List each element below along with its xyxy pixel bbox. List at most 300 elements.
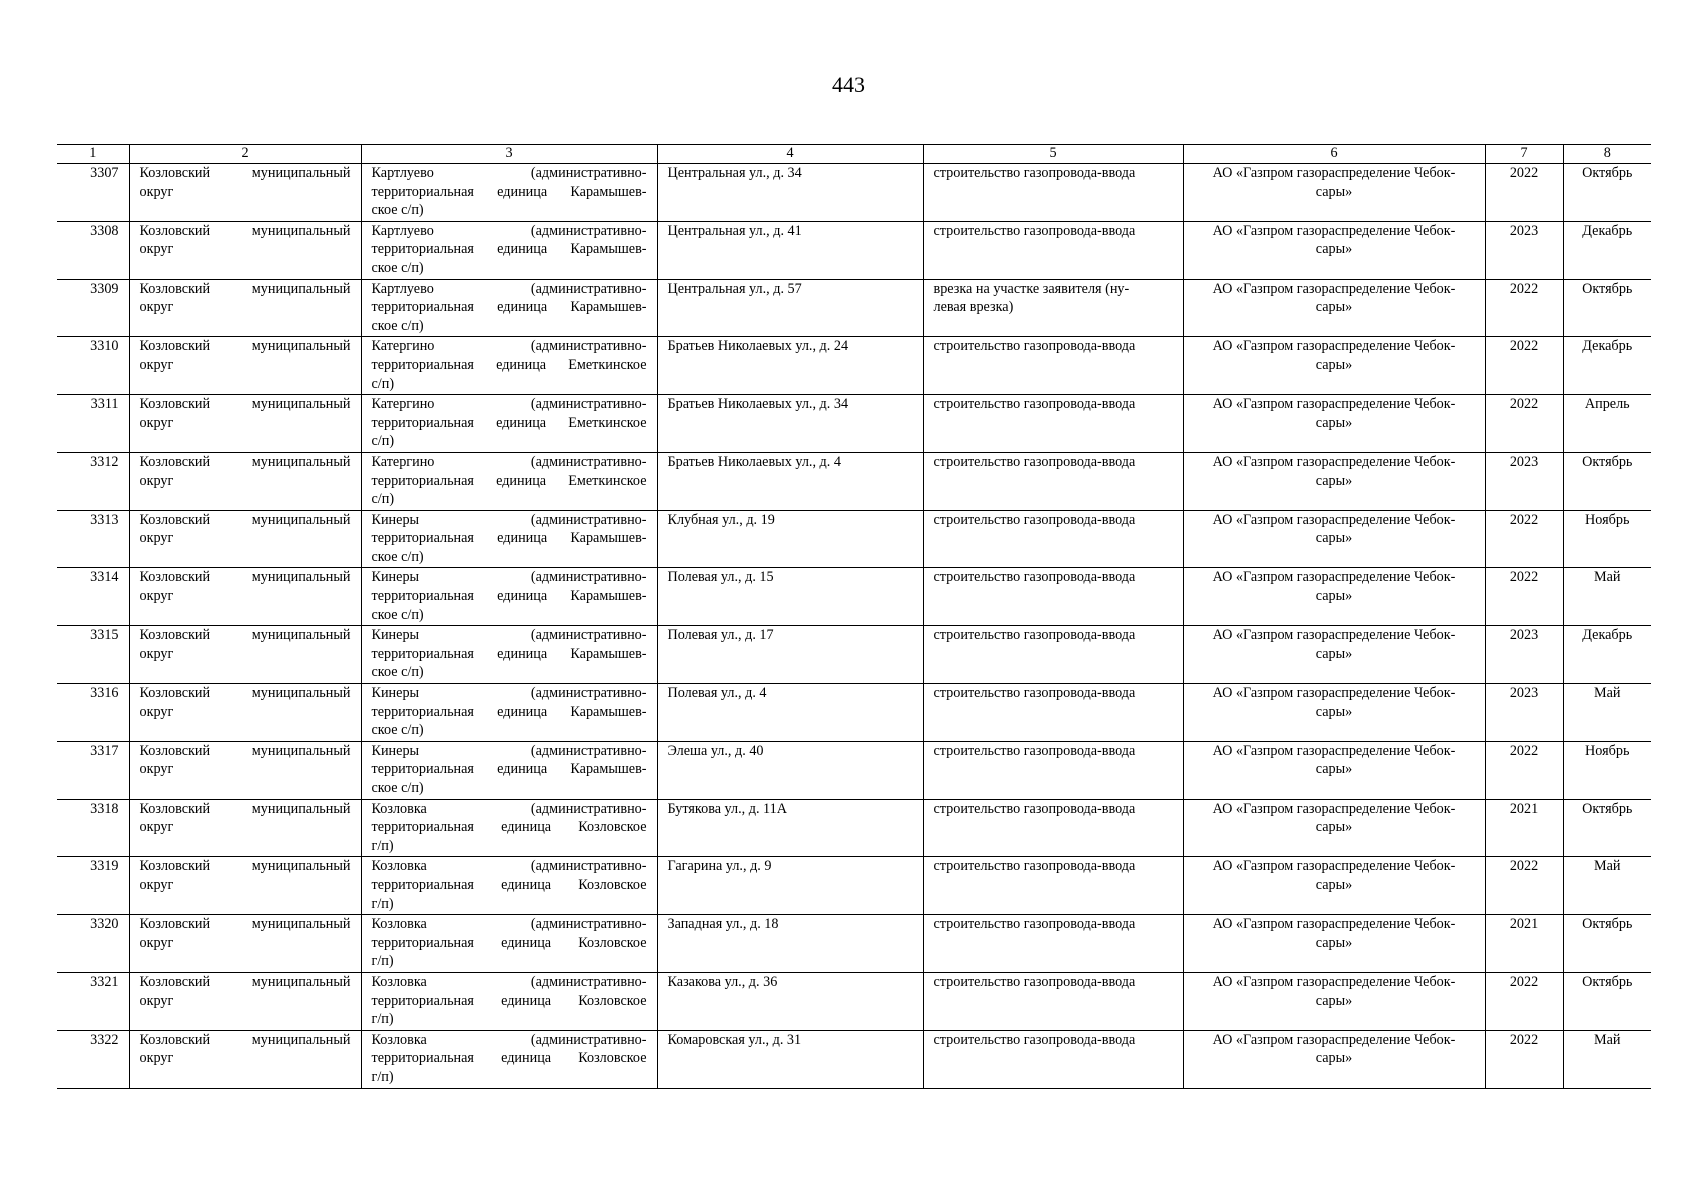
district-line: Козловский муниципальный: [139, 685, 351, 702]
district-line: Козловский муниципальный: [139, 338, 351, 355]
locality-line: Козловка (административно-: [371, 916, 647, 933]
row-number: 3314: [90, 569, 119, 586]
table-row: [57, 337, 1651, 395]
table-row: [57, 915, 1651, 973]
locality-cell: [361, 337, 657, 395]
work-type-cell: [923, 915, 1183, 973]
locality-line: Козловка (административно-: [371, 800, 647, 817]
organization-line: АО «Газпром газораспределение Чебок-: [1212, 338, 1456, 355]
year-text: 2023: [1509, 222, 1539, 239]
column-header: 1: [57, 145, 129, 164]
row-number: 3319: [90, 858, 119, 875]
address-text: Элеша ул., д. 40: [667, 742, 764, 759]
district-line: Козловский муниципальный: [139, 1031, 351, 1048]
work-type-line: строительство газопровода-ввода: [933, 973, 1136, 990]
organization-cell: [1183, 337, 1485, 395]
district-line: округ: [139, 761, 174, 778]
address-text: Центральная ул., д. 34: [667, 165, 802, 181]
locality-line: Кинеры (административно-: [371, 511, 647, 528]
district-cell: [129, 915, 361, 973]
year-text: 2022: [1509, 396, 1539, 413]
address-cell: [657, 164, 923, 222]
work-type-line: строительство газопровода-ввода: [933, 685, 1136, 702]
organization-line: АО «Газпром газораспределение Чебок-: [1212, 742, 1456, 759]
locality-line: Картлуево (административно-: [371, 222, 647, 239]
district-line: округ: [139, 876, 174, 893]
month-cell: [1563, 915, 1651, 973]
address-cell: [657, 684, 923, 742]
district-cell: [129, 684, 361, 742]
year-text: 2022: [1509, 165, 1539, 181]
table-row: [57, 395, 1651, 453]
column-header: 2: [129, 145, 361, 164]
organization-line: АО «Газпром газораспределение Чебок-: [1212, 165, 1456, 181]
row-number-cell: [57, 915, 129, 973]
address-cell: [657, 337, 923, 395]
locality-line: Кинеры (административно-: [371, 627, 647, 644]
page-number: 443: [832, 72, 865, 97]
month-cell: [1563, 684, 1651, 742]
address-text: Полевая ул., д. 17: [667, 627, 774, 644]
work-type-line: строительство газопровода-ввода: [933, 569, 1136, 586]
column-header: 4: [657, 145, 923, 164]
row-number: 3307: [90, 165, 119, 181]
year-text: 2023: [1509, 453, 1539, 470]
work-type-line: строительство газопровода-ввода: [933, 800, 1136, 817]
locality-line: территориальная единица Карамышев-: [371, 703, 647, 720]
row-number: 3316: [90, 685, 119, 702]
district-cell: [129, 395, 361, 453]
row-number: 3317: [90, 742, 119, 759]
year-text: 2022: [1509, 338, 1539, 355]
row-number: 3313: [90, 511, 119, 528]
district-cell: [129, 741, 361, 799]
year-text: 2021: [1509, 800, 1539, 817]
row-number: 3312: [90, 453, 119, 470]
district-line: округ: [139, 819, 174, 836]
locality-line: ское с/п): [371, 548, 424, 565]
work-type-cell: [923, 972, 1183, 1030]
table-row: [57, 799, 1651, 857]
work-type-line: строительство газопровода-ввода: [933, 627, 1136, 644]
month-text: Декабрь: [1582, 338, 1633, 355]
organization-line: сары»: [1315, 241, 1353, 258]
district-cell: [129, 337, 361, 395]
month-cell: [1563, 279, 1651, 337]
row-number-cell: [57, 337, 129, 395]
year-text: 2021: [1509, 916, 1539, 933]
table-row: [57, 452, 1651, 510]
organization-line: сары»: [1315, 992, 1353, 1009]
district-line: Козловский муниципальный: [139, 280, 351, 297]
year-cell: [1485, 1030, 1563, 1088]
organization-cell: [1183, 452, 1485, 510]
column-header: 7: [1485, 145, 1563, 164]
row-number-cell: [57, 626, 129, 684]
locality-line: территориальная единица Козловское: [371, 992, 647, 1009]
month-cell: [1563, 164, 1651, 222]
locality-cell: [361, 799, 657, 857]
year-text: 2022: [1509, 973, 1539, 990]
organization-line: сары»: [1315, 299, 1353, 316]
column-header: 5: [923, 145, 1183, 164]
district-line: округ: [139, 414, 174, 431]
work-type-cell: [923, 452, 1183, 510]
organization-line: АО «Газпром газораспределение Чебок-: [1212, 453, 1456, 470]
locality-line: территориальная единица Козловское: [371, 934, 647, 951]
locality-line: ское с/п): [371, 202, 424, 219]
locality-line: Катергино (административно-: [371, 453, 647, 470]
locality-line: ское с/п): [371, 664, 424, 681]
table-row: [57, 568, 1651, 626]
address-text: Казакова ул., д. 36: [667, 973, 778, 990]
organization-line: сары»: [1315, 703, 1353, 720]
locality-line: г/п): [371, 953, 394, 970]
address-cell: [657, 510, 923, 568]
district-cell: [129, 221, 361, 279]
district-line: Козловский муниципальный: [139, 222, 351, 239]
organization-cell: [1183, 741, 1485, 799]
organization-line: сары»: [1315, 414, 1353, 431]
table-row: [57, 626, 1651, 684]
locality-cell: [361, 221, 657, 279]
locality-line: с/п): [371, 491, 395, 508]
organization-line: АО «Газпром газораспределение Чебок-: [1212, 627, 1456, 644]
locality-cell: [361, 972, 657, 1030]
year-cell: [1485, 337, 1563, 395]
organization-line: сары»: [1315, 472, 1353, 489]
work-type-cell: [923, 684, 1183, 742]
organization-line: АО «Газпром газораспределение Чебок-: [1212, 280, 1456, 297]
address-cell: [657, 452, 923, 510]
address-cell: [657, 395, 923, 453]
locality-cell: [361, 452, 657, 510]
district-line: округ: [139, 183, 174, 200]
organization-cell: [1183, 395, 1485, 453]
year-cell: [1485, 972, 1563, 1030]
row-number: 3318: [90, 800, 119, 817]
table-row: [57, 510, 1651, 568]
district-line: округ: [139, 703, 174, 720]
locality-line: территориальная единица Козловское: [371, 1050, 647, 1067]
district-cell: [129, 972, 361, 1030]
locality-cell: [361, 684, 657, 742]
address-cell: [657, 1030, 923, 1088]
locality-cell: [361, 857, 657, 915]
locality-line: территориальная единица Карамышев-: [371, 183, 647, 200]
locality-line: территориальная единица Карамышев-: [371, 241, 647, 258]
district-line: Козловский муниципальный: [139, 858, 351, 875]
locality-line: Кинеры (административно-: [371, 685, 647, 702]
address-text: Полевая ул., д. 4: [667, 685, 767, 702]
organization-cell: [1183, 972, 1485, 1030]
row-number: 3321: [90, 973, 119, 990]
row-number-cell: [57, 1030, 129, 1088]
month-cell: [1563, 337, 1651, 395]
table-row: [57, 972, 1651, 1030]
locality-line: г/п): [371, 895, 394, 912]
locality-line: Катергино (административно-: [371, 396, 647, 413]
month-text: Май: [1593, 569, 1621, 586]
locality-line: Картлуево (административно-: [371, 165, 647, 181]
address-cell: [657, 626, 923, 684]
year-text: 2022: [1509, 569, 1539, 586]
month-text: Декабрь: [1582, 627, 1633, 644]
month-cell: [1563, 452, 1651, 510]
month-text: Апрель: [1584, 396, 1630, 413]
month-cell: [1563, 568, 1651, 626]
address-cell: [657, 915, 923, 973]
gas-connection-table: [57, 144, 1651, 1089]
month-text: Май: [1593, 685, 1621, 702]
month-text: Октябрь: [1582, 280, 1633, 297]
row-number-cell: [57, 164, 129, 222]
work-type-line: строительство газопровода-ввода: [933, 742, 1136, 759]
district-line: Козловский муниципальный: [139, 453, 351, 470]
year-text: 2022: [1509, 1031, 1539, 1048]
row-number: 3310: [90, 338, 119, 355]
work-type-line: строительство газопровода-ввода: [933, 1031, 1136, 1048]
address-cell: [657, 221, 923, 279]
organization-line: АО «Газпром газораспределение Чебок-: [1212, 222, 1456, 239]
organization-line: АО «Газпром газораспределение Чебок-: [1212, 800, 1456, 817]
work-type-line: строительство газопровода-ввода: [933, 453, 1136, 470]
row-number: 3311: [90, 396, 119, 413]
column-header: 6: [1183, 145, 1485, 164]
locality-line: ское с/п): [371, 317, 424, 334]
address-text: Центральная ул., д. 57: [667, 280, 802, 297]
locality-cell: [361, 164, 657, 222]
work-type-cell: [923, 510, 1183, 568]
district-line: округ: [139, 588, 174, 605]
work-type-line: строительство газопровода-ввода: [933, 165, 1136, 181]
address-text: Бутякова ул., д. 11А: [667, 800, 787, 817]
work-type-line: левая врезка): [933, 299, 1014, 316]
year-cell: [1485, 915, 1563, 973]
row-number-cell: [57, 684, 129, 742]
row-number: 3309: [90, 280, 119, 297]
address-cell: [657, 741, 923, 799]
locality-line: Кинеры (административно-: [371, 742, 647, 759]
work-type-line: строительство газопровода-ввода: [933, 858, 1136, 875]
locality-line: ское с/п): [371, 259, 424, 276]
month-cell: [1563, 972, 1651, 1030]
row-number-cell: [57, 395, 129, 453]
work-type-line: строительство газопровода-ввода: [933, 511, 1136, 528]
column-header: 3: [361, 145, 657, 164]
district-line: округ: [139, 1050, 174, 1067]
work-type-cell: [923, 626, 1183, 684]
locality-line: ское с/п): [371, 722, 424, 739]
work-type-line: строительство газопровода-ввода: [933, 396, 1136, 413]
locality-cell: [361, 568, 657, 626]
district-cell: [129, 799, 361, 857]
row-number: 3308: [90, 222, 119, 239]
address-cell: [657, 799, 923, 857]
organization-cell: [1183, 568, 1485, 626]
locality-line: территориальная единица Карамышев-: [371, 299, 647, 316]
organization-line: сары»: [1315, 183, 1353, 200]
locality-line: с/п): [371, 433, 395, 450]
month-cell: [1563, 626, 1651, 684]
district-line: округ: [139, 241, 174, 258]
locality-line: Козловка (административно-: [371, 858, 647, 875]
locality-line: г/п): [371, 1068, 394, 1085]
row-number-cell: [57, 972, 129, 1030]
district-line: округ: [139, 992, 174, 1009]
work-type-cell: [923, 568, 1183, 626]
district-cell: [129, 857, 361, 915]
district-line: округ: [139, 934, 174, 951]
year-cell: [1485, 395, 1563, 453]
work-type-cell: [923, 395, 1183, 453]
work-type-cell: [923, 164, 1183, 222]
year-cell: [1485, 857, 1563, 915]
work-type-cell: [923, 279, 1183, 337]
locality-line: ское с/п): [371, 606, 424, 623]
year-cell: [1485, 510, 1563, 568]
locality-cell: [361, 915, 657, 973]
district-line: округ: [139, 645, 174, 662]
district-cell: [129, 164, 361, 222]
organization-cell: [1183, 510, 1485, 568]
locality-line: г/п): [371, 1011, 394, 1028]
locality-line: Козловка (административно-: [371, 973, 647, 990]
month-text: Октябрь: [1582, 165, 1633, 181]
organization-line: сары»: [1315, 356, 1353, 373]
month-text: Декабрь: [1582, 222, 1633, 239]
month-cell: [1563, 221, 1651, 279]
locality-line: территориальная единица Еметкинское: [371, 414, 647, 431]
organization-cell: [1183, 279, 1485, 337]
district-cell: [129, 279, 361, 337]
organization-line: сары»: [1315, 934, 1353, 951]
table-row: [57, 164, 1651, 222]
locality-cell: [361, 741, 657, 799]
month-text: Октябрь: [1582, 453, 1633, 470]
year-cell: [1485, 452, 1563, 510]
work-type-line: строительство газопровода-ввода: [933, 222, 1136, 239]
year-cell: [1485, 741, 1563, 799]
organization-line: АО «Газпром газораспределение Чебок-: [1212, 916, 1456, 933]
organization-line: АО «Газпром газораспределение Чебок-: [1212, 569, 1456, 586]
organization-cell: [1183, 626, 1485, 684]
locality-line: Картлуево (административно-: [371, 280, 647, 297]
row-number-cell: [57, 452, 129, 510]
row-number-cell: [57, 221, 129, 279]
year-text: 2022: [1509, 511, 1539, 528]
address-text: Гагарина ул., д. 9: [667, 858, 772, 875]
work-type-line: строительство газопровода-ввода: [933, 916, 1136, 933]
year-cell: [1485, 221, 1563, 279]
locality-line: территориальная единица Карамышев-: [371, 588, 647, 605]
year-text: 2022: [1509, 742, 1539, 759]
address-text: Комаровская ул., д. 31: [667, 1031, 802, 1048]
address-text: Западная ул., д. 18: [667, 916, 779, 933]
address-text: Братьев Николаевых ул., д. 4: [667, 453, 841, 470]
district-cell: [129, 510, 361, 568]
locality-line: Козловка (административно-: [371, 1031, 647, 1048]
work-type-cell: [923, 1030, 1183, 1088]
month-cell: [1563, 395, 1651, 453]
organization-line: сары»: [1315, 876, 1353, 893]
address-cell: [657, 972, 923, 1030]
locality-line: территориальная единица Карамышев-: [371, 761, 647, 778]
organization-line: сары»: [1315, 1050, 1353, 1067]
table-row: [57, 684, 1651, 742]
organization-line: АО «Газпром газораспределение Чебок-: [1212, 858, 1456, 875]
district-line: Козловский муниципальный: [139, 511, 351, 528]
locality-line: территориальная единица Козловское: [371, 819, 647, 836]
district-line: округ: [139, 530, 174, 547]
table-row: [57, 221, 1651, 279]
locality-line: территориальная единица Карамышев-: [371, 530, 647, 547]
organization-line: АО «Газпром газораспределение Чебок-: [1212, 396, 1456, 413]
locality-line: Кинеры (административно-: [371, 569, 647, 586]
locality-line: Катергино (административно-: [371, 338, 647, 355]
address-text: Полевая ул., д. 15: [667, 569, 774, 586]
organization-line: сары»: [1315, 645, 1353, 662]
address-cell: [657, 857, 923, 915]
month-text: Ноябрь: [1585, 511, 1630, 528]
work-type-line: врезка на участке заявителя (ну-: [933, 280, 1130, 297]
row-number: 3322: [90, 1031, 119, 1048]
work-type-cell: [923, 741, 1183, 799]
year-text: 2022: [1509, 858, 1539, 875]
locality-line: территориальная единица Козловское: [371, 876, 647, 893]
district-line: округ: [139, 472, 174, 489]
row-number-cell: [57, 568, 129, 626]
district-cell: [129, 568, 361, 626]
month-text: Октябрь: [1582, 973, 1633, 990]
district-line: Козловский муниципальный: [139, 165, 351, 181]
locality-cell: [361, 279, 657, 337]
month-cell: [1563, 510, 1651, 568]
district-line: округ: [139, 356, 174, 373]
table-row: [57, 279, 1651, 337]
year-text: 2022: [1509, 280, 1539, 297]
locality-cell: [361, 626, 657, 684]
address-cell: [657, 568, 923, 626]
district-cell: [129, 452, 361, 510]
month-text: Октябрь: [1582, 916, 1633, 933]
row-number-cell: [57, 857, 129, 915]
row-number-cell: [57, 279, 129, 337]
organization-line: сары»: [1315, 588, 1353, 605]
organization-line: сары»: [1315, 819, 1353, 836]
district-line: Козловский муниципальный: [139, 973, 351, 990]
organization-line: АО «Газпром газораспределение Чебок-: [1212, 511, 1456, 528]
table-row: [57, 741, 1651, 799]
organization-cell: [1183, 857, 1485, 915]
table-row: [57, 1030, 1651, 1088]
organization-line: сары»: [1315, 761, 1353, 778]
column-header: 8: [1563, 145, 1651, 164]
organization-line: АО «Газпром газораспределение Чебок-: [1212, 685, 1456, 702]
organization-cell: [1183, 221, 1485, 279]
year-cell: [1485, 799, 1563, 857]
locality-line: территориальная единица Еметкинское: [371, 472, 647, 489]
work-type-cell: [923, 799, 1183, 857]
table-header-row: [57, 145, 1651, 164]
work-type-cell: [923, 221, 1183, 279]
month-text: Май: [1593, 858, 1621, 875]
month-cell: [1563, 799, 1651, 857]
month-cell: [1563, 857, 1651, 915]
organization-line: АО «Газпром газораспределение Чебок-: [1212, 1031, 1456, 1048]
year-text: 2023: [1509, 685, 1539, 702]
locality-line: территориальная единица Карамышев-: [371, 645, 647, 662]
